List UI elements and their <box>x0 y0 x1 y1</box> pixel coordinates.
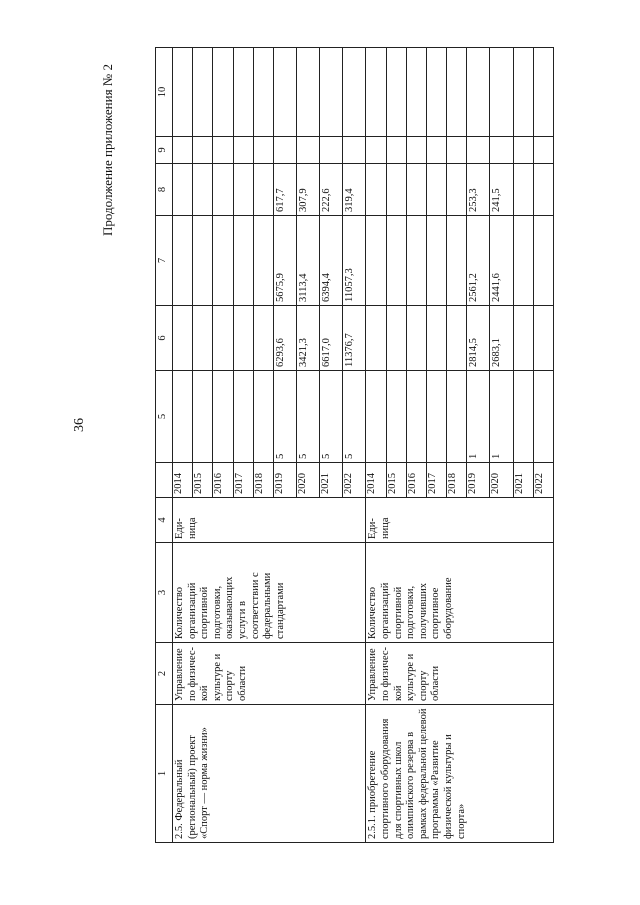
header-cell: 3 <box>156 543 173 643</box>
value-cell <box>447 137 467 164</box>
header-cell: 2 <box>156 643 173 705</box>
value-cell <box>233 137 253 164</box>
value-cell <box>233 306 253 371</box>
value-cell: 222,6 <box>320 164 343 216</box>
header-cell: 9 <box>156 137 173 164</box>
value-cell <box>297 48 320 137</box>
value-cell: 307,9 <box>297 164 320 216</box>
value-cell <box>253 306 273 371</box>
value-cell <box>173 137 193 164</box>
value-cell <box>366 48 386 137</box>
executor-cell: Управление по физичес-кой культуре и спорту области <box>366 643 554 705</box>
indicator-cell: Количество организаций спортивной подготовки, оказывающих услуги в соответствии с федеральными стандартами <box>173 543 366 643</box>
value-cell: 6293,6 <box>273 306 296 371</box>
value-cell <box>343 137 366 164</box>
value-cell <box>406 216 426 306</box>
value-cell <box>467 137 490 164</box>
value-cell <box>173 48 193 137</box>
value-cell <box>213 306 233 371</box>
value-cell <box>366 137 386 164</box>
value-cell <box>426 137 446 164</box>
value-cell <box>513 306 533 371</box>
value-cell <box>447 371 467 463</box>
value-cell <box>447 48 467 137</box>
value-cell <box>320 137 343 164</box>
table-body <box>173 48 554 843</box>
year-cell: 2019 <box>467 463 490 498</box>
value-cell <box>533 137 553 164</box>
value-cell <box>447 216 467 306</box>
table-row <box>173 48 193 843</box>
value-cell <box>513 164 533 216</box>
value-cell <box>253 216 273 306</box>
value-cell <box>533 371 553 463</box>
value-cell: 2561,2 <box>467 216 490 306</box>
value-cell <box>253 371 273 463</box>
value-cell <box>426 48 446 137</box>
value-cell <box>173 306 193 371</box>
value-cell <box>533 216 553 306</box>
value-cell <box>490 48 513 137</box>
value-cell <box>193 306 213 371</box>
value-cell <box>426 216 446 306</box>
value-cell: 1 <box>467 371 490 463</box>
value-cell <box>533 164 553 216</box>
header-cell: 7 <box>156 216 173 306</box>
value-cell: 5675,9 <box>273 216 296 306</box>
value-cell <box>233 216 253 306</box>
value-cell <box>386 216 406 306</box>
value-cell <box>366 216 386 306</box>
value-cell <box>366 164 386 216</box>
value-cell: 5 <box>343 371 366 463</box>
value-cell <box>193 164 213 216</box>
value-cell: 2441,6 <box>490 216 513 306</box>
value-cell: 253,3 <box>467 164 490 216</box>
section-name-cell: 2.5.1. приобретение спортивного оборудования для спортивных школ олимпийского резерва в рамках федеральной целевой программы «Развитие физической культуры и спорта» <box>366 705 554 843</box>
value-cell <box>406 48 426 137</box>
year-cell: 2020 <box>490 463 513 498</box>
value-cell <box>213 371 233 463</box>
appendix-table <box>155 47 554 843</box>
value-cell <box>386 137 406 164</box>
value-cell <box>253 48 273 137</box>
value-cell <box>386 48 406 137</box>
value-cell <box>533 306 553 371</box>
page-number: 36 <box>72 418 87 432</box>
value-cell: 5 <box>273 371 296 463</box>
header-cell: 1 <box>156 705 173 843</box>
value-cell: 3421,3 <box>297 306 320 371</box>
year-cell: 2017 <box>233 463 253 498</box>
value-cell <box>193 48 213 137</box>
header-cell: 6 <box>156 306 173 371</box>
header-cell <box>156 463 173 498</box>
value-cell: 617,7 <box>273 164 296 216</box>
value-cell <box>490 137 513 164</box>
value-cell <box>233 48 253 137</box>
value-cell <box>406 371 426 463</box>
value-cell <box>273 137 296 164</box>
header-cell: 4 <box>156 498 173 543</box>
value-cell <box>213 137 233 164</box>
value-cell: 1 <box>490 371 513 463</box>
year-cell: 2016 <box>213 463 233 498</box>
value-cell <box>426 306 446 371</box>
value-cell <box>513 137 533 164</box>
value-cell <box>173 371 193 463</box>
value-cell: 5 <box>320 371 343 463</box>
value-cell <box>426 371 446 463</box>
unit-cell: Еди-ница <box>366 498 554 543</box>
year-cell: 2019 <box>273 463 296 498</box>
table-row <box>366 48 386 843</box>
value-cell: 319,4 <box>343 164 366 216</box>
value-cell <box>213 164 233 216</box>
header-row <box>156 48 173 843</box>
value-cell <box>173 216 193 306</box>
value-cell <box>406 164 426 216</box>
value-cell: 3113,4 <box>297 216 320 306</box>
value-cell <box>386 164 406 216</box>
value-cell: 11057,3 <box>343 216 366 306</box>
value-cell <box>253 137 273 164</box>
value-cell <box>406 306 426 371</box>
year-cell: 2022 <box>343 463 366 498</box>
section-name-cell: 2.5. Федеральный (региональный) проект «Спорт — норма жизни» <box>173 705 366 843</box>
value-cell <box>193 137 213 164</box>
value-cell <box>366 306 386 371</box>
value-cell <box>213 48 233 137</box>
value-cell <box>320 48 343 137</box>
value-cell <box>193 371 213 463</box>
year-cell: 2017 <box>426 463 446 498</box>
value-cell <box>426 164 446 216</box>
value-cell <box>273 48 296 137</box>
value-cell: 2814,5 <box>467 306 490 371</box>
value-cell: 241,5 <box>490 164 513 216</box>
value-cell <box>173 164 193 216</box>
rotated-table-container <box>155 48 554 843</box>
year-cell: 2015 <box>193 463 213 498</box>
value-cell <box>513 48 533 137</box>
value-cell <box>447 306 467 371</box>
indicator-cell: Количество организаций спортивной подготовки, получивших спортивное оборудование <box>366 543 554 643</box>
header-cell: 8 <box>156 164 173 216</box>
value-cell: 6617,0 <box>320 306 343 371</box>
header-cell: 10 <box>156 48 173 137</box>
year-cell: 2022 <box>533 463 553 498</box>
value-cell: 11376,7 <box>343 306 366 371</box>
value-cell <box>467 48 490 137</box>
value-cell <box>386 371 406 463</box>
value-cell <box>233 164 253 216</box>
value-cell <box>447 164 467 216</box>
value-cell <box>406 137 426 164</box>
value-cell <box>513 371 533 463</box>
value-cell: 6394,4 <box>320 216 343 306</box>
value-cell <box>213 216 233 306</box>
year-cell: 2016 <box>406 463 426 498</box>
value-cell <box>193 216 213 306</box>
unit-cell: Еди-ница <box>173 498 366 543</box>
value-cell: 2683,1 <box>490 306 513 371</box>
year-cell: 2014 <box>366 463 386 498</box>
header-cell: 5 <box>156 371 173 463</box>
value-cell <box>233 371 253 463</box>
executor-cell: Управление по физичес-кой культуре и спорту области <box>173 643 366 705</box>
value-cell <box>386 306 406 371</box>
value-cell <box>533 48 553 137</box>
year-cell: 2018 <box>253 463 273 498</box>
continuation-label: Продолжение приложения № 2 <box>100 64 115 236</box>
value-cell: 5 <box>297 371 320 463</box>
year-cell: 2015 <box>386 463 406 498</box>
value-cell <box>343 48 366 137</box>
year-cell: 2021 <box>320 463 343 498</box>
value-cell <box>253 164 273 216</box>
year-cell: 2014 <box>173 463 193 498</box>
year-cell: 2018 <box>447 463 467 498</box>
value-cell <box>513 216 533 306</box>
year-cell: 2020 <box>297 463 320 498</box>
value-cell <box>366 371 386 463</box>
value-cell <box>297 137 320 164</box>
year-cell: 2021 <box>513 463 533 498</box>
